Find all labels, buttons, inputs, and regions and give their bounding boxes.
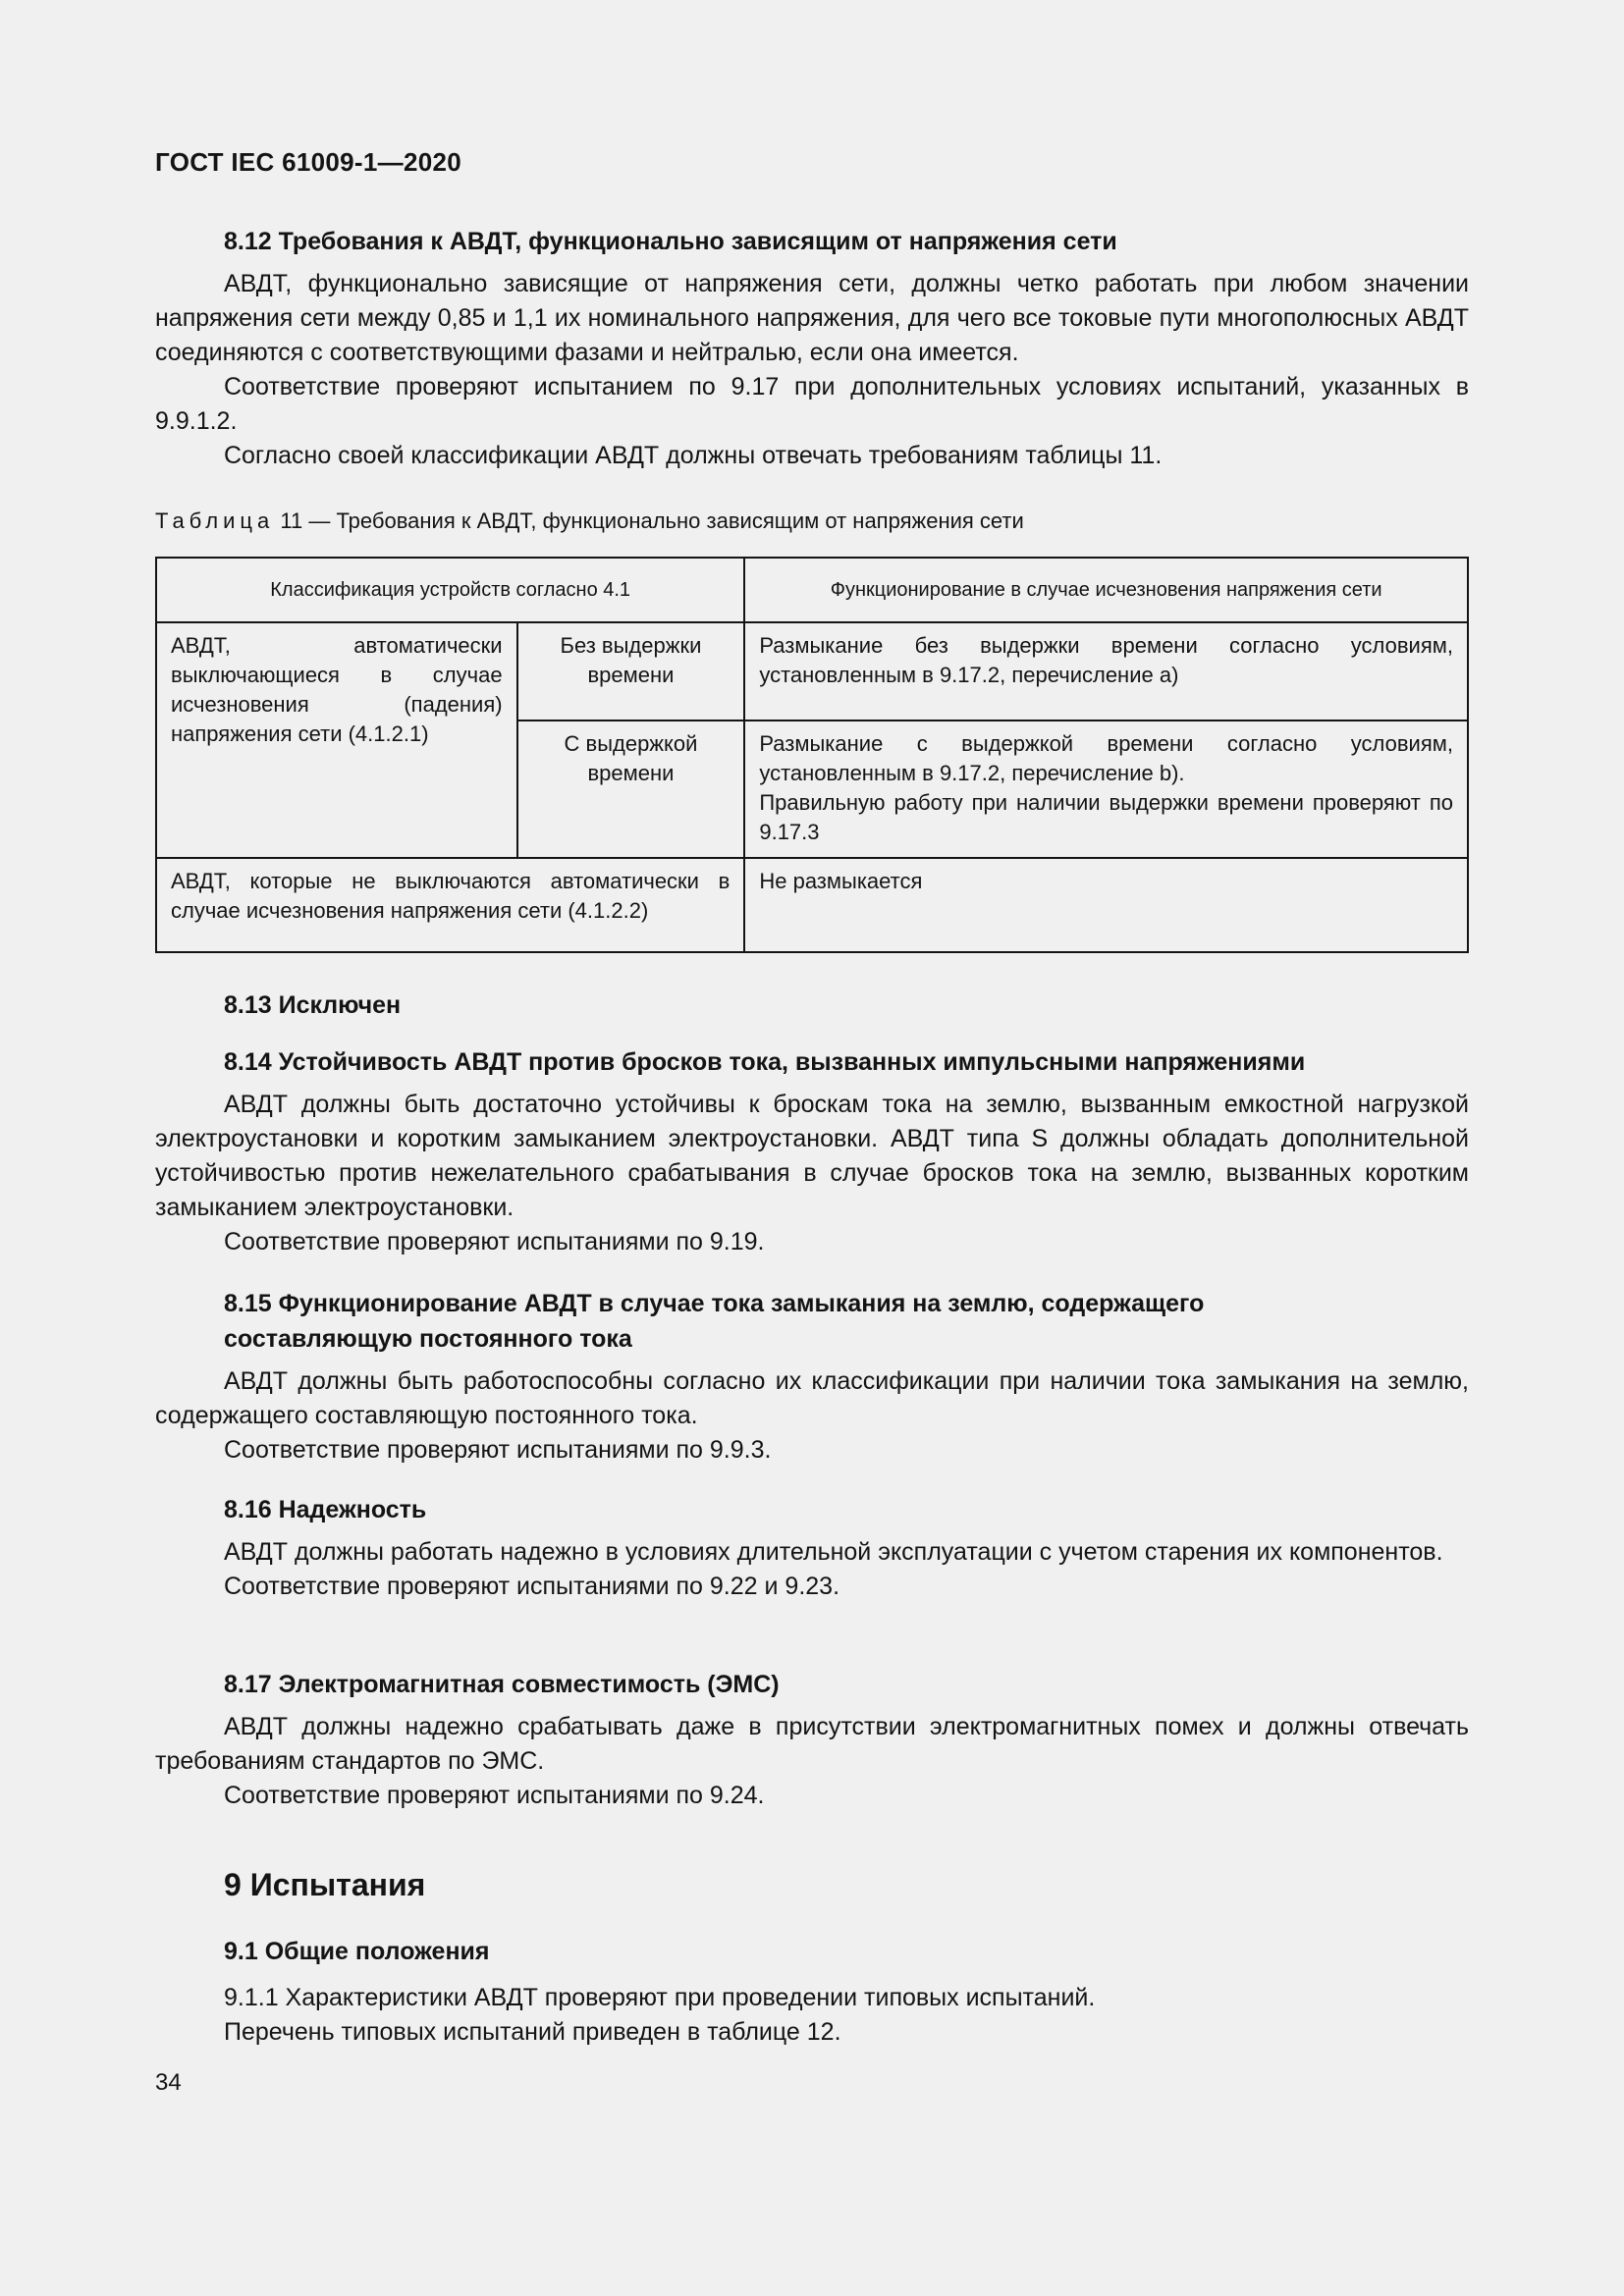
table-cell: Не размыкается	[744, 858, 1468, 952]
table-cell: АВДТ, автоматически выключающиеся в случае исчезновения (падения) напряжения сети (4.1.2.1)	[156, 622, 517, 858]
section-8-15	[155, 1286, 1469, 1468]
section-heading: 8.14 Устойчивость АВДТ против бросков тока, вызванных импульсными напряжениями	[224, 1048, 1306, 1076]
paragraph: АВДТ должны быть достаточно устойчивы к броскам тока на землю, вызванным емкостной нагрузкой электроустановки и коротким замыканием электроустановки. АВДТ типа S должны обладать дополнительной устойчивостью против нежелательного срабатывания в случае бросков тока на землю, вызванных коротким замыканием электроустановки.	[155, 1091, 1469, 1221]
table-row	[156, 858, 1468, 952]
section-heading: 8.16 Надежность	[224, 1496, 427, 1523]
page-number: 34	[155, 2069, 182, 2096]
section-8-12	[155, 224, 1469, 473]
chapter-heading: 9 Испытания	[224, 1867, 426, 1902]
table-header-row	[156, 558, 1468, 622]
paragraph: Соответствие проверяют испытаниями по 9.19.	[224, 1228, 765, 1255]
section-8-16	[155, 1492, 1469, 1604]
paragraph: Соответствие проверяют испытанием по 9.17 при дополнительных условиях испытаний, указанных в 9.9.1.2.	[155, 373, 1469, 435]
paragraph: Соответствие проверяют испытаниями по 9.9.3.	[224, 1436, 772, 1464]
paragraph: АВДТ должны надежно срабатывать даже в присутствии электромагнитных помех и должны отвечать требованиям стандартов по ЭМС.	[155, 1713, 1469, 1775]
section-heading-line: составляющую постоянного тока	[224, 1325, 632, 1353]
section-8-17	[155, 1667, 1469, 1813]
table-caption-text: 11 — Требования к АВДТ, функционально зависящим от напряжения сети	[280, 508, 1024, 533]
paragraph: АВДТ, функционально зависящие от напряжения сети, должны четко работать при любом значении напряжения сети между 0,85 и 1,1 их номинального напряжения, для чего все токовые пути многополюсных АВДТ соединяются с соответствующими фазами и нейтралью, если она имеется.	[155, 270, 1469, 366]
section-8-13	[155, 988, 1469, 1023]
document-id-header: ГОСТ IEC 61009-1—2020	[155, 147, 461, 177]
table-cell: АВДТ, которые не выключаются автоматически в случае исчезновения напряжения сети (4.1.2.2)	[156, 858, 744, 952]
section-9-1	[155, 1934, 1469, 2050]
section-heading: 9.1 Общие положения	[224, 1938, 490, 1965]
paragraph: Соответствие проверяют испытаниями по 9.22 и 9.23.	[224, 1573, 840, 1600]
paragraph: Перечень типовых испытаний приведен в таблице 12.	[224, 2018, 841, 2046]
table-cell: С выдержкой времени	[517, 721, 745, 858]
table-caption-word: Таблица	[155, 508, 275, 533]
section-heading-line: 8.15 Функционирование АВДТ в случае тока замыкания на землю, содержащего	[224, 1290, 1205, 1317]
table-cell: Размыкание без выдержки времени согласно условиям, установленным в 9.17.2, перечисление a)	[744, 622, 1468, 721]
paragraph: 9.1.1 Характеристики АВДТ проверяют при проведении типовых испытаний.	[224, 1984, 1096, 2011]
table-cell	[744, 721, 1468, 858]
paragraph: Согласно своей классификации АВДТ должны отвечать требованиям таблицы 11.	[224, 442, 1163, 469]
section-8-14	[155, 1044, 1469, 1259]
table-11	[155, 557, 1469, 953]
section-heading: 8.13 Исключен	[224, 991, 402, 1019]
table-11-caption	[155, 506, 1469, 537]
section-9	[155, 1863, 1469, 1906]
paragraph: АВДТ должны работать надежно в условиях длительной эксплуатации с учетом старения их компонентов.	[224, 1538, 1443, 1566]
table-header-cell: Функционирование в случае исчезновения напряжения сети	[744, 558, 1468, 622]
table-cell-line: Правильную работу при наличии выдержки времени проверяют по 9.17.3	[759, 790, 1453, 844]
section-heading: 8.17 Электромагнитная совместимость (ЭМС)	[224, 1671, 780, 1698]
paragraph: Соответствие проверяют испытаниями по 9.24.	[224, 1782, 765, 1809]
paragraph: АВДТ должны быть работоспособны согласно их классификации при наличии тока замыкания на землю, содержащего составляющую постоянного тока.	[155, 1367, 1469, 1429]
table-header-cell: Классификация устройств согласно 4.1	[156, 558, 744, 622]
table-cell-line: Размыкание с выдержкой времени согласно условиям, установленным в 9.17.2, перечисление b).	[759, 731, 1453, 785]
section-heading: 8.12 Требования к АВДТ, функционально зависящим от напряжения сети	[224, 228, 1117, 255]
table-row	[156, 622, 1468, 721]
section-heading	[155, 1286, 1469, 1357]
table-cell: Без выдержки времени	[517, 622, 745, 721]
